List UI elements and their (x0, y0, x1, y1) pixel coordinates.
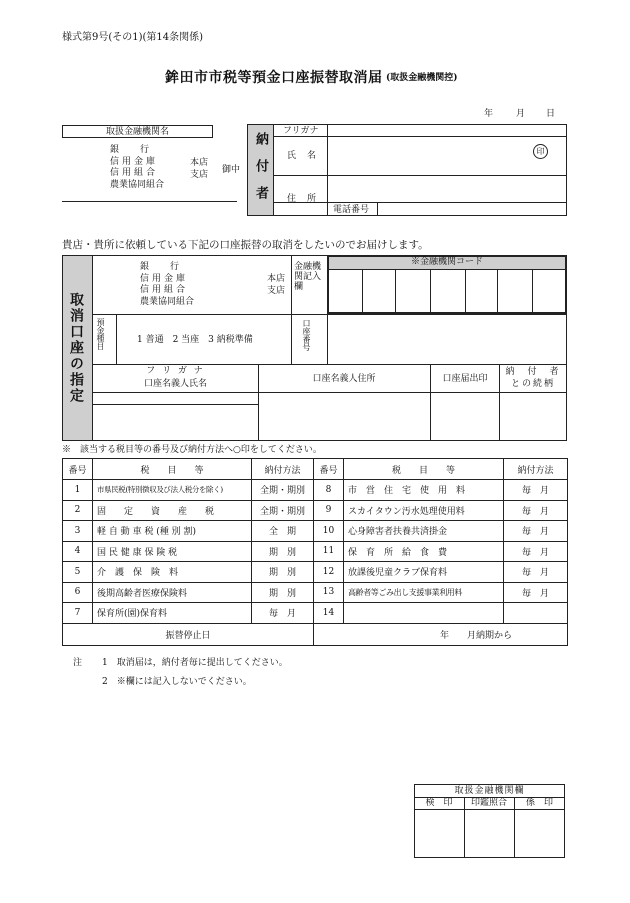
account-number-label: 口座番号 (302, 319, 311, 351)
row-number-2[interactable]: 9 (314, 500, 344, 521)
instruction-text: ※ 該当する税目等の番号及び納付方法へ○印をしてください。 (62, 445, 322, 455)
row-tax-item[interactable]: 軽 自 動 車 税 (種 別 割) (93, 521, 252, 542)
row-payment-method[interactable]: 期 別 (252, 541, 314, 562)
tax-table (62, 458, 568, 646)
holder-furigana-label: フ リ ガ ナ (146, 366, 205, 376)
bank-use-col-inkan: 印鑑照合 (470, 798, 507, 808)
account-number-field[interactable] (328, 315, 566, 363)
row-number-2[interactable]: 8 (314, 480, 344, 501)
table-row (63, 480, 568, 501)
fin-code-label: ※金融機関コード (410, 257, 483, 267)
row-payment-method[interactable]: 毎 月 (252, 603, 314, 624)
stop-date-label: 振替停止日 (63, 623, 314, 645)
holder-name-field[interactable] (93, 405, 257, 440)
tax-table-header (63, 459, 568, 480)
bank-use-col-kenin: 検 印 (425, 798, 453, 808)
holder-furigana-field[interactable] (93, 393, 257, 403)
form-number: 様式第9号(その1)(第14条関係) (62, 32, 204, 43)
row-tax-item[interactable]: 保育所(園)保育料 (93, 603, 252, 624)
phone-label: 電話番号 (333, 205, 370, 215)
holder-address-field[interactable] (259, 393, 429, 440)
seal-mark: 印 (533, 144, 548, 159)
payer-furigana-label: フリガナ (283, 126, 319, 136)
row-tax-item-2[interactable]: 放課後児童クラブ保育料 (344, 562, 504, 583)
row-payment-method[interactable]: 全期・期別 (252, 500, 314, 521)
row-payment-method-2[interactable]: 毎 月 (504, 521, 568, 542)
onchu-label: 御中 (222, 165, 241, 175)
bank-type-list (110, 145, 164, 191)
col-number-2: 番号 (314, 459, 344, 480)
col-payment-method: 納付方法 (252, 459, 314, 480)
payer-furigana-field[interactable] (328, 125, 566, 136)
col-tax-item-2: 税 目 等 (344, 459, 504, 480)
cancel-bank-type-kumiai: 信用組合 (140, 285, 189, 295)
cancel-branch-honten: 本店 (267, 274, 286, 284)
payer-label: 納付者 (253, 132, 268, 213)
row-number[interactable]: 1 (63, 480, 93, 501)
row-number-2[interactable]: 13 (314, 582, 344, 603)
col-tax-item: 税 目 等 (93, 459, 252, 480)
row-payment-method-2[interactable]: 毎 月 (504, 562, 568, 583)
row-tax-item[interactable]: 介 護 保 険 料 (93, 562, 252, 583)
bank-branch-honten: 本店 (190, 158, 209, 168)
bank-type-kumiai: 信用組合 (110, 168, 159, 178)
table-row (63, 603, 568, 624)
col-number: 番号 (63, 459, 93, 480)
row-payment-method-2[interactable]: 毎 月 (504, 541, 568, 562)
bank-type-bank: 銀 行 (110, 145, 151, 155)
bank-type-shinkin: 信用金庫 (110, 156, 159, 167)
row-number[interactable]: 4 (63, 541, 93, 562)
row-tax-item-2[interactable]: 高齢者等ごみ出し支援事業利用料 (344, 582, 504, 603)
row-tax-item-2[interactable]: 市 営 住 宅 使 用 料 (344, 480, 504, 501)
row-tax-item-2[interactable]: スカイタウン汚水処理使用料 (344, 500, 504, 521)
row-number-2[interactable]: 12 (314, 562, 344, 583)
row-tax-item[interactable]: 国 民 健 康 保 険 税 (93, 541, 252, 562)
payer-address-field[interactable] (328, 176, 566, 202)
row-tax-item-2[interactable]: 心身障害者扶養共済掛金 (344, 521, 504, 542)
fin-code-field[interactable] (329, 271, 565, 312)
note-2: 2 ※欄には記入しないでください。 (102, 677, 252, 687)
phone-field[interactable] (378, 203, 566, 215)
bank-use-inkan-field[interactable] (465, 810, 513, 857)
form-title: 鉾田市市税等預金口座振替取消届 (165, 70, 383, 86)
table-row (63, 582, 568, 603)
col-payment-method-2: 納付方法 (504, 459, 568, 480)
request-text: 貴店・貴所に依頼している下記の口座振替の取消をしたいのでお届けします。 (62, 239, 429, 251)
row-payment-method[interactable]: 期 別 (252, 582, 314, 603)
row-payment-method[interactable]: 全期・期別 (252, 480, 314, 501)
date-month[interactable]: 月 (516, 109, 526, 119)
bank-use-kakarin-field[interactable] (515, 810, 564, 857)
deposit-type-options[interactable]: 1 普通 2 当座 3 納税準備 (137, 335, 253, 345)
date-day[interactable]: 日 (546, 109, 556, 119)
row-payment-method-2[interactable]: 毎 月 (504, 480, 568, 501)
row-tax-item[interactable]: 市県民税(特別徴収及び法人税分を除く) (93, 480, 252, 501)
cancel-branch-shiten: 支店 (267, 286, 286, 296)
cancel-bank-type-ja: 農業協同組合 (140, 296, 195, 307)
row-payment-method[interactable]: 全 期 (252, 521, 314, 542)
table-row (63, 541, 568, 562)
stop-date-row (63, 623, 568, 645)
payer-address-label: 住 所 (287, 194, 318, 204)
bank-use-kenin-field[interactable] (415, 810, 463, 857)
registered-seal-field[interactable] (431, 393, 498, 440)
cancel-bank-type-bank: 銀 行 (140, 262, 181, 272)
relation-field[interactable] (500, 393, 566, 440)
row-payment-method-2[interactable]: 毎 月 (504, 500, 568, 521)
table-row (63, 500, 568, 521)
form-title-note: (取扱金融機関控) (386, 73, 458, 83)
row-tax-item-2[interactable] (344, 603, 504, 624)
row-number-2[interactable]: 10 (314, 521, 344, 542)
bank-name-header: 取扱金融機関名 (62, 125, 213, 138)
fin-entry-label: 金融機関記入欄 (294, 262, 322, 292)
cancel-bank-types (140, 262, 194, 308)
row-number[interactable]: 7 (63, 603, 93, 624)
row-payment-method-2[interactable]: 毎 月 (504, 582, 568, 603)
row-number[interactable]: 3 (63, 521, 93, 542)
row-number[interactable]: 2 (63, 500, 93, 521)
cancel-bank-type-shinkin: 信用金庫 (140, 273, 189, 284)
note-1: 1 取消届は，納付者毎に提出してください。 (102, 658, 288, 668)
date-year[interactable]: 年 (484, 109, 494, 119)
deposit-type-label: 預金種目 (96, 318, 105, 350)
registered-seal-label: 口座届出印 (442, 374, 488, 384)
row-number-2[interactable]: 11 (314, 541, 344, 562)
row-number[interactable]: 6 (63, 582, 93, 603)
relation-label: 納 付 者との続柄 (505, 367, 561, 389)
row-payment-method-2[interactable] (504, 603, 568, 624)
payer-name-field[interactable] (328, 137, 518, 175)
holder-name-label: 口座名義人氏名 (143, 379, 207, 389)
notes-label: 注 (73, 658, 83, 668)
row-tax-item-2[interactable]: 保 育 所 給 食 費 (344, 541, 504, 562)
bank-use-col-kakarin: 係 印 (525, 798, 553, 808)
bank-use-title: 取扱金融機関欄 (454, 786, 525, 796)
row-number[interactable]: 5 (63, 562, 93, 583)
row-number-2[interactable]: 14 (314, 603, 344, 624)
bank-type-ja: 農業協同組合 (110, 179, 165, 190)
stop-date-value[interactable]: 年 月納期から (314, 623, 568, 645)
table-row (63, 521, 568, 542)
payer-name-label: 氏 名 (287, 151, 318, 161)
row-tax-item[interactable]: 固 定 資 産 税 (93, 500, 252, 521)
holder-address-label: 口座名義人住所 (312, 374, 376, 384)
row-tax-item[interactable]: 後期高齢者医療保険料 (93, 582, 252, 603)
cancel-account-label: 取消口座の指定 (68, 292, 84, 404)
bank-branch-shiten: 支店 (190, 170, 209, 180)
row-payment-method[interactable]: 期 別 (252, 562, 314, 583)
table-row (63, 562, 568, 583)
